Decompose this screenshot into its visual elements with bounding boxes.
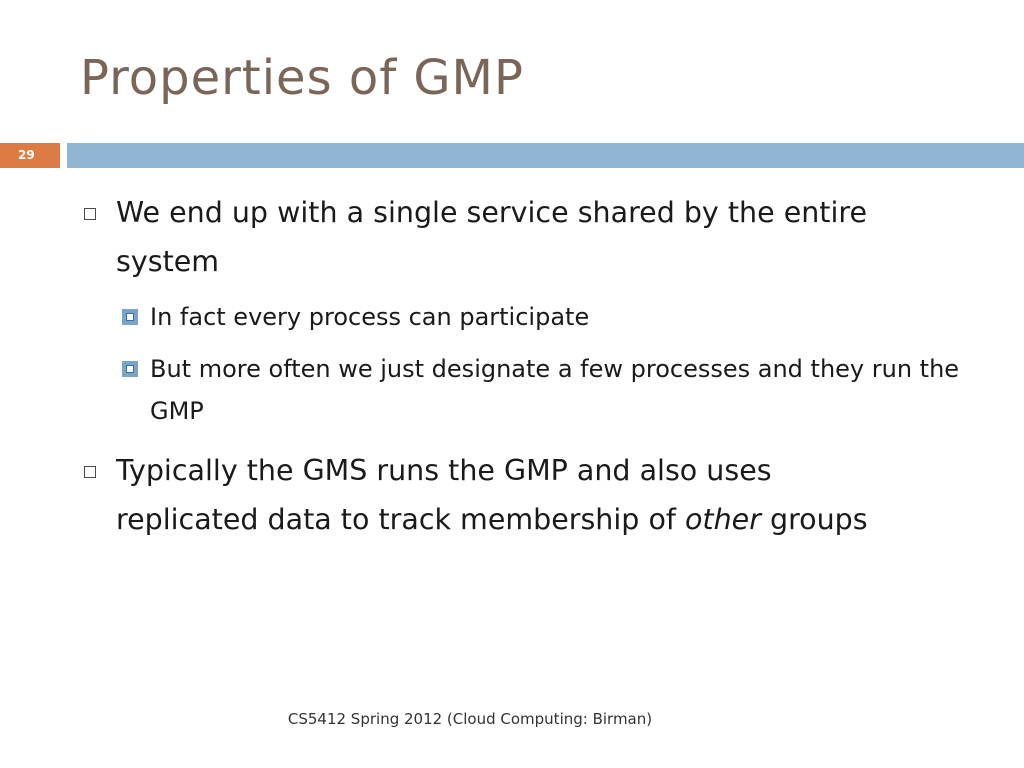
slide-footer: CS5412 Spring 2012 (Cloud Computing: Birman)	[287, 710, 653, 728]
square-sub-bullet-icon	[122, 309, 138, 325]
bullet-item-2-text: Typically the GMS runs the GMP and also uses replicated data to track membership of	[116, 454, 772, 536]
bullet-item-1: We end up with a single service shared by the entire system	[116, 196, 868, 278]
square-sub-bullet-icon	[122, 361, 138, 377]
title-divider-bar	[67, 143, 1024, 168]
bullet-item-2	[116, 446, 886, 544]
hollow-square-bullet-icon	[84, 466, 96, 478]
bullet-item-2-emphasis: other	[684, 503, 761, 536]
bullet-item-2-text-end: groups	[760, 503, 868, 536]
hollow-square-bullet-icon	[84, 208, 96, 220]
sub-bullet-item-2: But more often we just designate a few processes and they run the GMP	[150, 355, 960, 425]
sub-bullet-item-1: In fact every process can participate	[150, 303, 590, 331]
slide-number-badge: 29	[0, 143, 60, 168]
slide-title: Properties of GMP	[80, 50, 524, 106]
